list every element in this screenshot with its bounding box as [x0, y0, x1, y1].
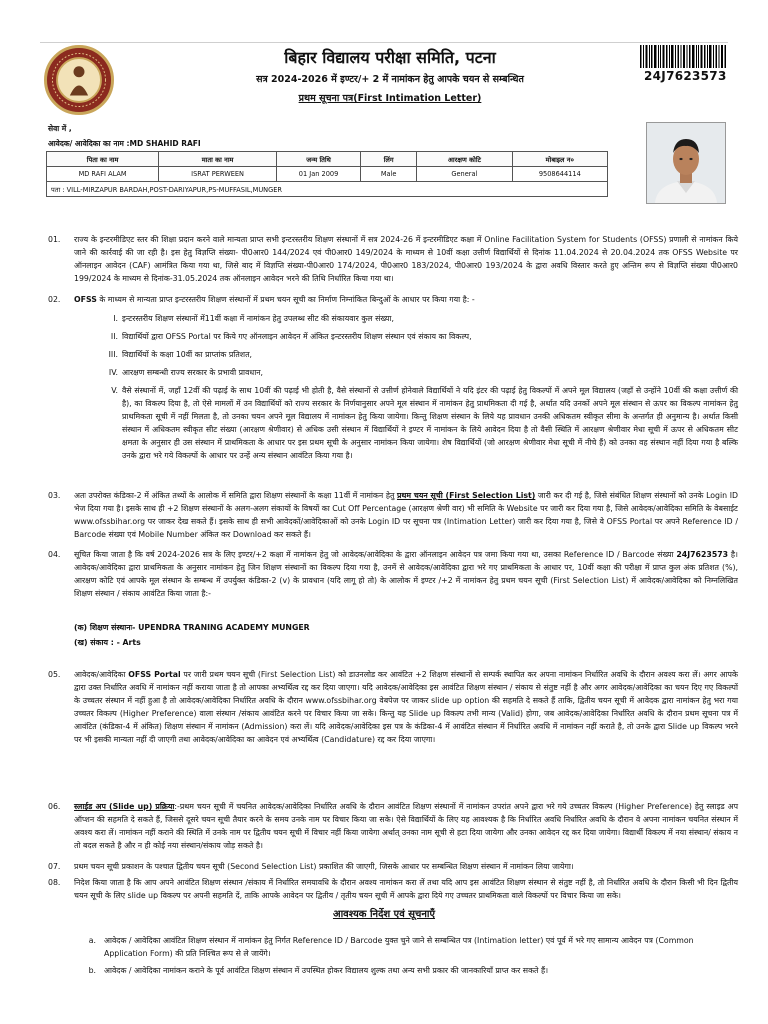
para-02-number: 02.	[48, 295, 61, 304]
para-06-text: :-प्रथम चयन सूची में चयनित आवेदक/आवेदिका निर्धारित अवधि के दौरान आवंटित शिक्षण संस्थानों में नामांकन उपरांत अपने द्वारा भरे गये उच्चतर विकल्प (Higher Preference) हेतु स्लाइड अप ऑप्शन की सहमति दे सकते हैं, जिससे दूसरे चयन सूची तैयार करने के समय उनके नाम पर विचार किया जा सके। ऐसे विद्यार्थियों के लिए यह आवश्यक है कि निर्धारित अवधि निर्धारित अवधि के दौरान वे अपना नामांकन चयनित संस्थान में अवश्य करा लें। नामांकन नहीं कराने की स्थिति में उनके नाम पर द्वितीय चयन सूची में विचार नहीं किया जायेगा अर्थात् उनका नाम सूची से हटा दिया जायेगा और उनका आवेदन रद्द कर दिया जायेगा। विद्यार्थी विकल्प में नया संस्थान/ संकाय न तो बदल सकते है और न ही कोई नया संस्थान/संकाय जोड़ सकते है।	[74, 802, 739, 850]
para-05-number: 05.	[48, 670, 61, 679]
item-iii: विद्यार्थियों के कक्षा 10वीं का प्राप्तांक प्रतिशत,	[122, 350, 253, 359]
para-08: निदेश किया जाता है कि आप अपने आवंटित शिक्षण संस्थान /संकाय में निर्धारित समयावधि के दौरान अवश्य नामांकन करा लें तथा यदि आप इस आवंटित शिक्षण संस्थान से संतुष्ट नहीं है, तो निर्धारित अवधि के दौरान किसी भी दिन द्वितीय चयन सूची के लिए slide up विकल्प पर अपनी सहमति दें, ताकि आपके आवेदन पर द्वितीय / तृतीय चयन सूची में आपके द्वारा दिये गए उच्चतर प्राथमिकता वाले विकल्पों पर विचार किया जा सके।	[74, 878, 738, 900]
th-reservation: आरक्षण कोटि	[417, 152, 512, 167]
salutation: सेवा में ,	[48, 124, 72, 133]
first-selection-list-label: प्रथम चयन सूची (First Selection List)	[396, 491, 536, 500]
letter-subtitle: सत्र 2024-2026 में इण्टर/+ 2 में नामांकन हेतु आपके चयन से सम्बन्धित	[256, 74, 524, 85]
para-03-number: 03.	[48, 491, 61, 500]
letter-title: प्रथम सूचना पत्र(First Intimation Letter)	[298, 93, 482, 104]
reference-id: 24J7623573	[676, 550, 729, 559]
table-row	[47, 167, 608, 182]
reservation-category: General	[417, 167, 512, 182]
applicant-details-table	[46, 151, 608, 197]
bseb-seal-logo	[44, 45, 114, 115]
para-01-number: 01.	[48, 235, 61, 244]
instruction-b: आवेदक / आवेदिका नामांकन कराने के पूर्व आवंटित शिक्षण संस्थान में उपस्थित होकर विद्यालय शुल्क तथा अन्य सभी प्रकार की जानकारियाँ प्राप्त कर सकते हैं।	[104, 966, 549, 975]
para-03-text-a: अतः उपरोक्त कंडिका-2 में अंकित तथ्यों के आलोक में समिति द्वारा शिक्षण संस्थानों के कक्षा 11वीं में नामांकन हेतु	[74, 491, 397, 500]
barcode-graphic	[640, 45, 726, 68]
item-v: वैसे संस्थानों में, जहाँ 12वीं की पढ़ाई के साथ 10वीं की पढ़ाई भी होती है, वैसे संस्थानों से उत्तीर्ण होनेवाले विद्यार्थियों ने यदि इंटर की पढ़ाई हेतु विकल्पों में अपने मूल विद्यालय (जहाँ से उन्होंने 10वीं की कक्षा उत्तीर्ण की है), का विकल्प दिया है, तो ऐसे मामलों में उन विद्यार्थियों को राज्य सरकार के निर्णयानुसार अपने मूल संस्थान में नामांकन हेतु प्राथमिकता दी गई है, अर्थात यदि उनकों अपने मूल संस्थान से ऊपर का विकल्प नामांकन हेतु प्राथमिकता सूची में नहीं मिलता है, तो उनका चयन अपने मूल विद्यालय में नामांकन हेतु किया जायेगा। किन्तु शिक्षण संस्थान के लिये यह प्रावधान उनकी अधिकतम स्वीकृत सीमा के अन्तर्गत ही अनुमान्य है। अर्थात किसी संस्थान में अधिकतम स्वीकृत सीट संख्या (आरक्षण श्रेणीवार) से अधिक उसी संस्थान में विद्यार्थियों ने इण्टर में नामांकन के लिये आवेदन दिया है तो वैसी स्थिति में आरक्षण श्रेणीवार मेधा सूची में ऊपर से अधिकतम सीट क्षमता के अनुसार ही उस संस्थान में प्राथमिकता के आधार पर इस प्रथम सूची के अनुसार नामांकन किया जायेगा। शेष विद्यार्थियों (जो आरक्षण श्रेणीवार मेधा सूची में नीचे हैं) को उनका वह संस्थान नहीं दिया गया है बल्कि उनके द्वारा भरे गये विकल्पों के आधार पर उन्हें अन्य संस्थान आवंटित किया गया है।	[122, 386, 738, 460]
para-06-number: 06.	[48, 802, 61, 811]
barcode-number: 24J7623573	[644, 69, 727, 83]
instructions-title: आवश्यक निर्देश एवं सूचनाएँ	[332, 909, 436, 920]
para-04-number: 04.	[48, 550, 61, 559]
allotted-institute: (क) शिक्षण संस्थानः- UPENDRA TRANING ACADEMY MUNGER	[74, 623, 310, 632]
applicant-photo	[646, 122, 726, 204]
instruction-b-number: b.	[88, 966, 96, 975]
para-07-number: 07.	[48, 862, 61, 871]
para-02-text: के माध्यम से मान्यता प्राप्त इन्टरस्तरीय शिक्षण संस्थानों में प्रथम चयन सूची का निर्माण निम्नांकित बिन्दुओं के आधार पर किया गया है: -	[96, 295, 475, 304]
para-03	[74, 489, 738, 541]
gender: Male	[361, 167, 417, 182]
th-father-name: पिता का नाम	[47, 152, 159, 167]
item-v-number: V.	[111, 386, 118, 395]
para-02	[74, 293, 738, 306]
para-04-text-a: सूचित किया जाता है कि वर्ष 2024-2026 सत्र के लिए इण्टर/+2 कक्षा में नामांकन हेतु जो आवेदक/आवेदिका के द्वारा ऑनलाइन आवेदन पत्र जमा किया गया था, उसका Reference ID / Barcode संख्या	[74, 550, 677, 559]
th-dob: जन्म तिथि	[276, 152, 360, 167]
para-05-text-a: आवेदक/आवेदिका	[74, 670, 129, 679]
slide-up-process-label: स्लाईड अप (Slide up) प्रक्रिया	[74, 802, 175, 811]
allotted-faculty: (ख) संकाय : - Arts	[74, 638, 141, 647]
para-03-text-c: जारी कर दी गई है, जिसे संबंधित शिक्षण संस्थानों को उनके Login ID भेज दिया गया है। इसके साथ ही +2 शिक्षण संस्थानों के अलग-अलग संकायों के विषयों का Cut Off Percentage (आरक्षण श्रेणी वार) भी समिति के Website पर जारी कर दिया गया है, जिसे आवेदक/आवेदिका समिति के वेबसाईट www.ofssbihar.org पर जाकर देख सकते हैं। इसके साथ ही सभी आवेदकों/आवेदिकाओं को उनके Login ID पर सूचना पत्र (Intimation Letter) जारी कर दिया गया है, जिसे वे OFSS Portal पर अपने Reference ID / Barcode संख्या एवं Mobile Number अंकित कर Download कर सकते हैं।	[74, 491, 738, 539]
para-02-lead: OFSS	[74, 295, 97, 304]
para-04	[74, 548, 738, 600]
para-04-text-c: है। आवेदक/आवेदिका द्वारा प्राथमिकता के अनुसार नामांकन हेतु जिन शिक्षण संस्थानों का विकल्प दिया गया है, उनमें से आवेदक/आवेदिका द्वारा भरे गए प्राथमिकता के आधार पर, 10वीं कक्षा की परीक्षा में प्राप्त कुल अंक प्रतिशत (%), आरक्षण कोटि एवं आपके मूल संस्थान के सम्बन्ध में उपर्युक्त कंडिका-2 (v) के प्रावधान (यदि लागू हो तो) के आलोक में इण्टर /+2 में नामांकन हेतु प्रथम चयन सूची (First Selection List) में आवेदक/आवेदिका को निम्नलिखित शिक्षण संस्थान / संकाय आवंटित किया जाता है:-	[74, 550, 739, 598]
father-name: MD RAFI ALAM	[47, 167, 159, 182]
item-iv-number: IV.	[108, 368, 118, 377]
address-row	[47, 182, 608, 197]
para-05	[74, 668, 738, 746]
item-ii: विद्यार्थियों द्वारा OFSS Portal पर किये गए ऑनलाइन आवेदन में अंकित इन्टरस्तरीय शिक्षण संस्थान एवं संकाय का विकल्प,	[122, 332, 472, 341]
item-i: इन्टरस्तरीय शिक्षण संस्थानों में11वीं कक्षा में नामांकन हेतु उपलब्ध सीट की संकायवार कुल संख्या,	[122, 314, 394, 323]
para-01: राज्य के इन्टरमीडिएट स्तर की शिक्षा प्रदान करने वाले मान्यता प्राप्त सभी इन्टरस्तरीय शिक्षण संस्थानों में सत्र 2024-26 में इन्टरमीडिएट कक्षा में Online Facilitation System for Students (OFSS) प्रणाली से नामांकन किये जाने की कार्रवाई की जा रही है। इस हेतु विज्ञप्ति संख्या- पी0आर0 144/2024 एवं पी0आर0 149/2024 के माध्यम से 10वीं कक्षा उत्तीर्ण विद्यार्थियों से दिनांक 11.04.2024 से 20.04.2024 तक OFSS Website पर ऑनलाइन आवेदन (CAF) आमंत्रित किया गया था, जिसे बाद में विज्ञप्ति संख्या-पी0आर0 174/2024, पी0आर0 183/2024, पी0आर0 193/2024 के द्वारा अवधि विस्तार करते हुए अन्तिम रूप से विज्ञप्ति संख्या पी0आर0 199/2024 के माध्यम से दिनांक-31.05.2024 तक ऑनलाइन आवेदन भरने की तिथि निर्धारित किया गया था।	[74, 235, 738, 283]
top-rule	[40, 42, 728, 43]
para-08-number: 08.	[48, 878, 61, 887]
item-i-number: I.	[113, 314, 118, 323]
mother-name: ISRAT PERWEEN	[159, 167, 277, 182]
applicant-name: आवेदक/ आवेदिका का नाम :MD SHAHID RAFI	[48, 139, 201, 148]
instruction-a: आवेदक / आवेदिका आवंटित शिक्षण संस्थान में नामांकन हेतु निर्गत Reference ID / Barcode युक्त चुने जाने से सम्बन्धित पत्र (Intimation letter) एवं पूर्व में भरे गए सामान्य आवेदन पत्र (Common Application Form) की प्रति निश्चित रूप से ले जायेंगे।	[104, 936, 694, 958]
mobile-number: 9508644114	[512, 167, 607, 182]
table-header-row	[47, 152, 608, 167]
address: पता : VILL-MIRZAPUR BARDAH,POST-DARIYAPUR,PS-MUFFASIL,MUNGER	[47, 182, 608, 197]
item-iv: आरक्षण सम्बन्धी राज्य सरकार के प्रभावी प्रावधान,	[122, 368, 264, 377]
item-iii-number: III.	[108, 350, 118, 359]
th-mobile: मोबाइल न०	[512, 152, 607, 167]
org-title: बिहार विद्यालय परीक्षा समिति, पटना	[284, 48, 496, 67]
para-06	[74, 800, 738, 852]
item-ii-number: II.	[110, 332, 118, 341]
para-07: प्रथम चयन सूची प्रकाशन के पश्चात द्वितीय चयन सूची (Second Selection List) प्रकाशित की जाएगी, जिसके आधार पर सम्बन्धित शिक्षण संस्थान में नामांकन लिया जायेगा।	[74, 862, 574, 871]
para-05-text-c: पर जारी प्रथम चयन सूची (First Selection List) को डाउनलोड कर आवंटित +2 शिक्षण संस्थानों से सम्पर्क स्थापित कर अपना नामांकन निर्धारित अवधि के दौरान अवश्य करा लें। अगर आपके द्वारा उक्त निर्धारित अवधि में नामांकन नहीं कराया जाता है तो आपका अभ्यर्थित्व रद्द कर दिया जाएगा। यदि आवेदक/आवेदिका इस आवंटित शिक्षण संस्थान / संकाय से संतुष्ट नहीं है और अगर आवेदक/आवेदिका का चयन दिए गए विकल्पों के उच्चतर संस्थान में नहीं हुआ है तो आवेदक/आवेदिका निर्धारित अवधि के दौरान www.ofssbihar.org वेबपेज पर जाकर slide up option की सहमति दे सकते हैं ताकि, द्वितीय चयन सूची में आवेदक द्वारा नामांकन हेतु भरा गया उच्चतर विकल्प (Higher Preference) वाला संस्थान /संकाय आवंटित करने पर विचार किया जा सके। किन्तु यह Slide up विकल्प तभी मान्य (Valid) होगा, जब आवेदक/आवेदिका निर्धारित अवधि के दौरान प्रथम सूचना पत्र में आवंटित (कंडिका-4 में अंकित) शिक्षण संस्थान में नामांकन (Admission) करा लें। यदि आवेदक/आवेदिका इस पत्र के कंडिका-4 में आवंटित संस्थान में निर्धारित अवधि में नामांकन नहीं कराते है, तो उनके द्वारा Slide up विकल्प भरने पर भी इसकी मान्यता नहीं दी जाएगी तथा आवेदक/आवेदिका का आवेदन एवं अभ्यर्थित्व (Candidature) रद्द कर दिया जाएगा।	[74, 670, 738, 744]
ofss-portal-label: OFSS Portal	[128, 670, 181, 679]
date-of-birth: 01 Jan 2009	[276, 167, 360, 182]
instruction-a-number: a.	[88, 936, 96, 945]
th-gender: लिंग	[361, 152, 417, 167]
th-mother-name: माता का नाम	[159, 152, 277, 167]
